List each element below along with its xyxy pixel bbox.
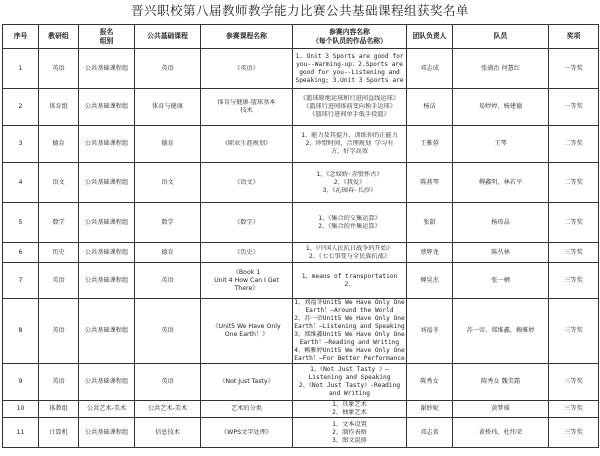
cell-seq: 10 [3,401,39,418]
header-course: 公共基础课程 [135,25,201,49]
cell-seq: 11 [3,418,39,448]
table-row [3,89,599,126]
cell-ref-content-line: 1、具象艺术 [332,401,367,408]
cell-ref-content-line: Earth！—Around the World [305,307,394,314]
cell-award: 三等奖 [549,243,599,263]
cell-leader: 邓志省 [407,418,453,448]
cell-ref-name-line: 《WPS文字处理》 [221,428,272,436]
cell-ref-name-line: 《英语》 [234,64,259,72]
cell-course: 公共艺术-美术 [135,401,201,418]
cell-seq: 8 [3,299,39,364]
cell-course: 信息技术 [135,418,201,448]
header-award: 奖项 [549,25,599,49]
cell-ref-content-line: 1、刘福冬Unit5 We Have Only One [294,299,405,306]
cell-ref-content-line: 《篮球行进间体前变向换手运球》 [303,103,396,110]
cell-award: 三等奖 [549,364,599,401]
cell-reg-group: 公共基础课程组 [79,49,135,89]
cell-leader: 陈燕琴 [407,163,453,203]
cell-ref-name-line: 体育与健康-篮球基本 [217,99,276,106]
cell-ref-name-line: 《职业生涯规划》 [221,140,272,147]
cell-ref-name [201,49,293,89]
cell-leader: 陈秀女 [407,364,453,401]
cell-ref-name [201,243,293,263]
cell-ref-content-line: 2、《七七事变与全民族抗战》 [308,252,391,260]
cell-reg-group: 公共基础课程组 [79,203,135,243]
cell-course: 德育 [135,126,201,163]
cell-ref-name [201,364,293,401]
cell-reg-group: 公共基础课程组 [79,299,135,364]
cell-ref-name-line: Unit 4 How Can I Get [214,276,279,284]
cell-group: 计算机 [39,418,79,448]
cell-ref-name [201,418,293,448]
cell-members: 张浦治 何慧红 [453,49,549,89]
cell-course: 德育 [135,243,201,263]
cell-course: 数学 [135,203,201,243]
cell-ref-content [293,49,407,89]
cell-ref-name-line: 《Not Just Tasty》 [219,378,274,385]
table-row [3,49,599,89]
cell-ref-name [201,263,293,299]
cell-group: 英语 [39,299,79,364]
header-seq: 序号 [3,25,39,49]
header-row [3,25,599,49]
cell-award: 二等奖 [549,163,599,203]
cell-award: 三等奖 [549,401,599,418]
cell-course: 英语 [135,299,201,364]
cell-members: 陈丛林 [453,243,549,263]
cell-ref-content [293,299,407,364]
award-table [2,24,599,448]
cell-reg-group: 公共基础课程组 [79,263,135,299]
cell-ref-content [293,418,407,448]
table-body [3,49,599,448]
cell-ref-content-line: 1、能力及其提升，训练你的正能力 [301,132,398,139]
cell-ref-name-line: There》 [234,284,259,292]
cell-ref-content [293,243,407,263]
cell-group: 英语 [39,263,79,299]
cell-ref-name-line: One Earth！》 [224,331,269,338]
cell-ref-content-line: Earth！—Reading and Writing [299,339,400,346]
cell-members: 黄桥玮、杜纬荣 [453,418,549,448]
cell-members: 陈秀女 魏美霜 [453,364,549,401]
cell-ref-content-line: Earth！—Listening and Speaking [294,323,405,330]
cell-members: 杨琼晶 [453,203,549,243]
cell-ref-content-line: 方，好学高效 [330,148,369,155]
header-group: 教研组 [39,25,79,49]
cell-award: 三等奖 [549,299,599,364]
cell-ref-content-line: 1、《集合的交集运算》 [318,214,381,222]
table-row [3,203,599,243]
cell-ref-content-line: 1、文本设置 [332,420,367,428]
cell-ref-content-line: 2、抽象艺术 [332,409,367,416]
cell-ref-content-line: 2、 [344,280,355,288]
cell-reg-group: 公共基础课程组 [79,126,135,163]
cell-leader: 傅昊杰 [407,263,453,299]
table-row [3,401,599,418]
cell-seq: 7 [3,263,39,299]
header-ref-name: 参赛课程名称 [201,25,293,49]
cell-ref-content [293,126,407,163]
header-ref-content: 参赛内容名称 （每个队员的作品名称） [293,25,407,49]
cell-ref-content-line: 2、珍惜时间，合理规划 学习有 [305,140,394,147]
table-row [3,263,599,299]
cell-ref-content-line: 《篮球行进间单手低手投篮》 [309,111,390,118]
cell-group: 英语 [39,49,79,89]
cell-ref-name [201,203,293,243]
cell-ref-content-line: 3、图文混排 [332,436,367,444]
cell-leader: 王雅蓉 [407,126,453,163]
cell-ref-content-line: 1、means of transportation [301,272,398,280]
table-row [3,299,599,364]
cell-group: 语文 [39,163,79,203]
cell-ref-content-line: and Writing [329,390,370,397]
cell-reg-group: 公共基础课程组 [79,418,135,448]
cell-ref-content [293,89,407,126]
cell-leader: 蔡辉龙 [407,243,453,263]
cell-members: 黄梦瑶 [453,401,549,418]
cell-ref-name [201,126,293,163]
cell-seq: 4 [3,163,39,203]
cell-group: 体育组 [39,89,79,126]
cell-seq: 1 [3,49,39,89]
cell-award: 三等奖 [549,418,599,448]
cell-award: 三等奖 [549,263,599,299]
cell-course: 英语 [135,364,201,401]
cell-ref-content [293,163,407,203]
cell-seq: 6 [3,243,39,263]
cell-members: 柳鑫明、林若平 [453,163,549,203]
cell-ref-content [293,263,407,299]
cell-ref-content-line: 2、苏一帝Unit5 We Have Only One [294,315,405,322]
cell-group: 德育 [39,126,79,163]
cell-ref-name [201,401,293,418]
cell-ref-content-line: 2、制作表格 [332,428,367,436]
cell-ref-content-line: Listening and Speaking [308,374,391,381]
table-row [3,126,599,163]
cell-ref-content-line: 2、《我爱》 [333,178,366,186]
cell-reg-group: 公共基础课程组 [79,89,135,126]
cell-reg-group: 公共基础课程组 [79,163,135,203]
table-row [3,243,599,263]
cell-ref-content-line: 3、《沁园春·长沙》 [322,186,377,194]
cell-ref-content [293,203,407,243]
cell-ref-content-line: 2、《集合的并集运算》 [318,222,381,230]
cell-group: 历史 [39,243,79,263]
cell-ref-content-line: 3、郑维鑫Unit5 We Have Only One [294,331,405,338]
header-leader: 团队负责人 [407,25,453,49]
cell-ref-name-line: 《Unit5 We Have Only [212,323,281,330]
cell-ref-content-line: Speaking; 3.Unit 3 Sports are [295,76,404,84]
cell-ref-content-line: good for you--Listening and [299,68,400,76]
table-row [3,364,599,401]
cell-seq: 5 [3,203,39,243]
cell-reg-group: 公共艺术-美术 [79,401,135,418]
cell-ref-name [201,89,293,126]
cell-course: 体育与健康 [135,89,201,126]
cell-group: 数学 [39,203,79,243]
cell-ref-name-line: 《数学》 [234,218,259,226]
cell-ref-content-line: you--Warming-up；2.Sports are [296,60,403,68]
cell-group: 体教组 [39,401,79,418]
table-row [3,418,599,448]
cell-ref-name-line: 《Book 1 [232,268,261,276]
cell-course: 语文 [135,163,201,203]
header-reg-group: 报名 组别 [79,25,135,49]
cell-ref-name [201,163,293,203]
cell-members: 苏一帝、郑维鑫、赖雅婷 [453,299,549,364]
cell-award: 二等奖 [549,126,599,163]
cell-ref-content-line: 1、《念奴娇·赤壁怀古》 [316,170,383,178]
cell-ref-content-line: 1、《中国人民抗日战争的开始》 [305,244,394,252]
cell-members: 王琴 [453,126,549,163]
cell-ref-content-line: 2、《Not Just Tasty》-Reading [298,382,401,389]
cell-ref-name-line: 《语文》 [234,178,259,186]
page-title: 晋兴职校第八届教师教学能力比赛公共基础课程组获奖名单 [130,3,469,18]
cell-ref-content [293,401,407,418]
cell-leader: 杨洁 [407,89,453,126]
cell-ref-name-line: 《历史》 [234,248,259,256]
cell-group: 英语 [39,364,79,401]
cell-ref-content-line: 4、赖雅婷Unit5 We Have Only One [294,347,405,354]
cell-ref-content [293,364,407,401]
cell-ref-content-line: 1、《Not Just Tasty 》— [310,366,389,373]
table-row [3,163,599,203]
cell-seq: 9 [3,364,39,401]
cell-award: 二等奖 [549,203,599,243]
cell-members: 张一栖 [453,263,549,299]
cell-ref-name [201,299,293,364]
cell-seq: 2 [3,89,39,126]
cell-ref-name-line: 艺术的分类 [231,405,262,412]
cell-leader: 邓志成 [407,49,453,89]
cell-reg-group: 公共基础课程组 [79,364,135,401]
cell-award: 一等奖 [549,89,599,126]
header-members: 队员 [453,25,549,49]
cell-ref-content-line: Earth！—For Better Performance [294,355,405,362]
cell-seq: 3 [3,126,39,163]
cell-ref-name-line: 技术 [240,107,253,114]
cell-members: 易婷婷、杨建德 [453,89,549,126]
cell-reg-group: 公共基础课程组 [79,243,135,263]
cell-ref-content-line: 《篮球原地运球和行进间直线运球》 [300,95,399,102]
cell-ref-content-line: 1. Unit 3 Sports are good for [295,52,404,60]
cell-course: 英语 [135,49,201,89]
cell-course: 英语 [135,263,201,299]
cell-award: 一等奖 [549,49,599,89]
cell-leader: 谢妙妮 [407,401,453,418]
cell-leader: 张甜 [407,203,453,243]
cell-leader: 刘福冬 [407,299,453,364]
